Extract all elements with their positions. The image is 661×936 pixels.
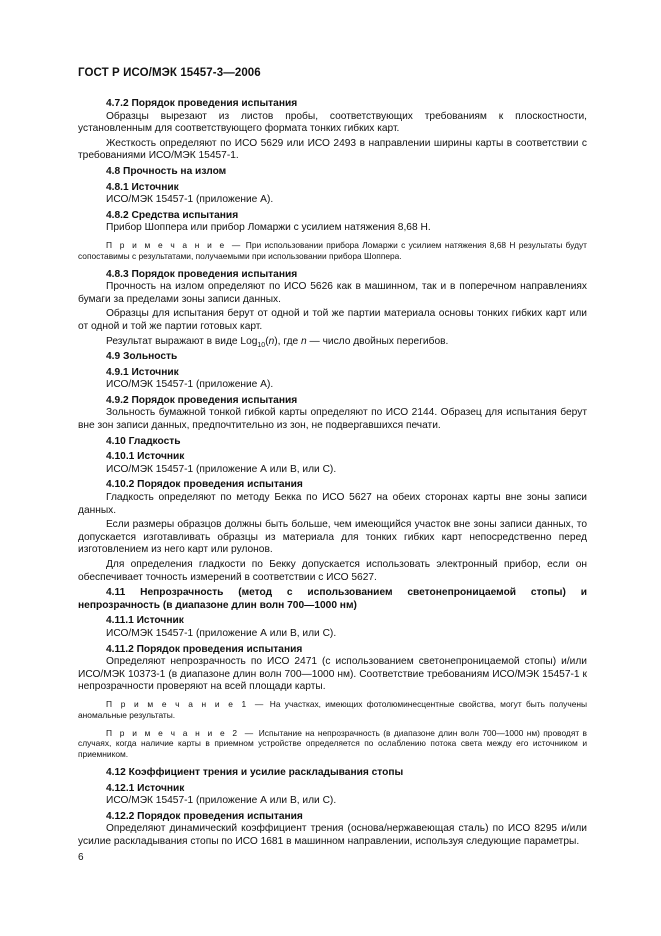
body-paragraph: Определяют динамический коэффициент трения (основа/нержавеющая сталь) по ИСО 8295 и/или усилие раскладывания стопы по ИСО 1681 в машинном направлении, используя следующие параметры. <box>78 823 587 847</box>
source-reference: ИСО/МЭК 15457-1 (приложение А или В, или С). <box>106 627 337 639</box>
body-paragraph: Образцы для испытания берут от одной и той же партии материала основы тонких гибких карт или от одной и той же партии готовых карт. <box>78 308 587 332</box>
section-heading: 4.7.2 Порядок проведения испытания <box>106 98 298 109</box>
note-prefix: П р и м е ч а н и е 1 — <box>106 698 266 709</box>
log-subscript: 10 <box>257 341 266 349</box>
section-heading: 4.12.1 Источник <box>106 782 185 794</box>
section-heading: 4.11.1 Источник <box>106 615 184 627</box>
section-heading: 4.10.2 Порядок проведения испытания <box>106 479 303 491</box>
section-heading: 4.11 Непрозрачность (метод с использованием светонепроницаемой стопы) и непрозрачность (в диапазоне длин волн 700—1000 нм) <box>78 587 587 611</box>
source-reference: Прибор Шоппера или прибор Ломаржи с усилием натяжения 8,68 Н. <box>106 222 431 234</box>
body-paragraph: Образцы вырезают из листов пробы, соответствующих требованиям к плоскостности, установленным для соответствующего формата тонких гибких карт. <box>78 110 587 135</box>
section-heading: 4.12 Коэффициент трения и усилие раскладывания стопы <box>106 766 404 778</box>
formula-text: Результат выражают в виде Log <box>106 335 258 347</box>
log-formula-paragraph <box>78 336 587 349</box>
section-heading: 4.8 Прочность на излом <box>106 165 227 177</box>
note-text: На участках, имеющих фотолюминесцентные свойства, могут быть получены аномальные результаты. <box>78 698 588 720</box>
source-reference: ИСО/МЭК 15457-1 (приложение А). <box>106 194 274 206</box>
document-header: ГОСТ Р ИСО/МЭК 15457-3—2006 <box>78 67 261 79</box>
section-heading: 4.8.2 Средства испытания <box>106 209 239 221</box>
body-paragraph: Прочность на излом определяют по ИСО 5626 как в машинном, так и в поперечном направлениях бумаги за пределами зоны записи данных. <box>78 281 587 305</box>
note-text: При использовании прибора Ломаржи с усилием натяжения 8,68 Н результаты будут сопоставимы с результатами, получаемыми при использовании прибора Шоппера. <box>78 239 587 261</box>
note-paragraph <box>78 699 587 721</box>
section-heading: 4.9.2 Порядок проведения испытания <box>106 394 298 406</box>
note-text: Испытание на непрозрачность (в диапазоне длин волн 700—1000 нм) проводят в случаях, когда наличие карты в приемном устройстве определяется по ослаблению потока света между его источником и приемником. <box>78 727 588 760</box>
source-reference: ИСО/МЭК 15457-1 (приложение А или В, или С). <box>106 463 337 475</box>
body-paragraph: Жесткость определяют по ИСО 5629 или ИСО 2493 в направлении ширины карты в соответствии с требованиями ИСО/МЭК 15457-1. <box>78 137 587 162</box>
section-heading: 4.11.2 Порядок проведения испытания <box>106 643 303 655</box>
section-heading: 4.12.2 Порядок проведения испытания <box>106 810 303 822</box>
section-heading: 4.8.1 Источник <box>106 181 179 193</box>
section-heading: 4.9.1 Источник <box>106 366 179 378</box>
body-paragraph: Для определения гладкости по Бекку допускается использовать электронный прибор, если он обеспечивает точность измерений в соответствии с ИСО 5627. <box>78 559 587 583</box>
body-paragraph: Гладкость определяют по методу Бекка по ИСО 5627 на обеих сторонах карты вне зоны записи данных. <box>78 492 587 516</box>
formula-text: ( <box>265 335 269 347</box>
note-paragraph <box>78 240 587 262</box>
section-heading: 4.8.3 Порядок проведения испытания <box>106 268 298 280</box>
formula-text: ), где <box>274 335 302 347</box>
section-heading: 4.9 Зольность <box>106 351 178 363</box>
source-reference: ИСО/МЭК 15457-1 (приложение А или В, или С). <box>106 795 337 807</box>
page-number: 6 <box>78 852 84 863</box>
note-prefix: П р и м е ч а н и е — <box>106 239 243 250</box>
formula-text: — число двойных перегибов. <box>306 335 449 347</box>
variable-n: n <box>301 335 307 347</box>
document-body <box>78 95 587 850</box>
body-paragraph: Если размеры образцов должны быть больше, чем имеющийся участок вне зоны записи данных, то допускается изготавливать образцы из материала для тонких гибких карт непосредственно перед изготовлением из него карт или рулонов. <box>78 519 587 556</box>
body-paragraph: Определяют непрозрачность по ИСО 2471 (с использованием светонепроницаемой стопы) и/или ИСО/МЭК 10373-1 (в диапазоне длин волн 700—1000 нм). Соответствие требованиям ИСО/МЭК 15457-1 к непрозрачности проверяют на всей площади карты. <box>78 656 587 693</box>
section-heading: 4.10 Гладкость <box>106 435 181 447</box>
variable-n: n <box>268 335 275 347</box>
section-heading: 4.10.1 Источник <box>106 451 185 463</box>
note-prefix: П р и м е ч а н и е 2 — <box>106 727 256 738</box>
source-reference: ИСО/МЭК 15457-1 (приложение А). <box>106 379 274 391</box>
body-paragraph: Зольность бумажной тонкой гибкой карты определяют по ИСО 2144. Образец для испытания берут вне зон записи данных, предпочтительно из зон, не подвергавшихся печати. <box>78 407 587 432</box>
note-paragraph <box>78 728 587 760</box>
